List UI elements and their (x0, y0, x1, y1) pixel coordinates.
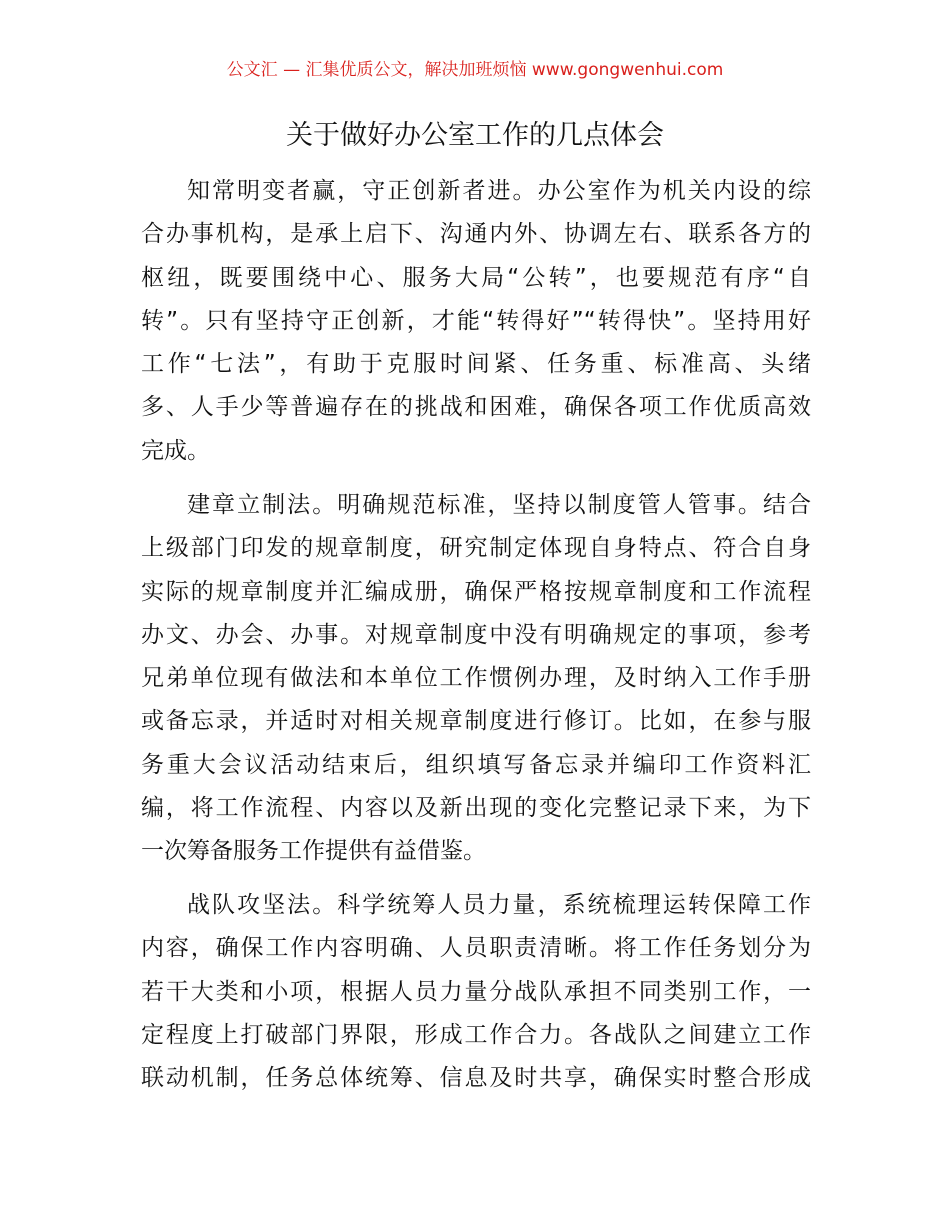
paragraph-line: 或备忘录，并适时对相关规章制度进行修订。比如，在参与服 (141, 708, 811, 735)
paragraph-line: 内容，确保工作内容明确、人员职责清晰。将工作任务划分为 (141, 935, 811, 962)
paragraph-line: 枢纽，既要围绕中心、服务大局“公转”，也要规范有序“自 (141, 264, 811, 291)
paragraph-2 (141, 484, 811, 874)
paragraph-line: 办文、办会、办事。对规章制度中没有明确规定的事项，参考 (141, 621, 811, 648)
paragraph-line: 实际的规章制度并汇编成册，确保严格按规章制度和工作流程 (141, 578, 811, 605)
document-title: 关于做好办公室工作的几点体会 (286, 120, 664, 151)
paragraph-line: 若干大类和小项，根据人员力量分战队承担不同类别工作，一 (141, 978, 811, 1005)
paragraph-line: 编，将工作流程、内容以及新出现的变化完整记录下来，为下 (141, 795, 811, 822)
site-header-banner: 公文汇 — 汇集优质公文，解决加班烦恼 www.gongwenhui.com (226, 60, 724, 80)
paragraph-1 (141, 170, 811, 473)
paragraph-line: 转”。只有坚持守正创新，才能“转得好”“转得快”。坚持用好 (141, 307, 811, 334)
paragraph-line: 一次筹备服务工作提供有益借鉴。 (141, 838, 486, 865)
paragraph-line: 定程度上打破部门界限，形成工作合力。各战队之间建立工作 (141, 1021, 811, 1048)
paragraph-line: 多、人手少等普遍存在的挑战和困难，确保各项工作优质高效 (141, 394, 811, 421)
paragraph-line: 务重大会议活动结束后，组织填写备忘录并编印工作资料汇 (141, 751, 811, 778)
paragraph-line: 建章立制法。明确规范标准，坚持以制度管人管事。结合 (187, 492, 811, 518)
paragraph-3 (141, 884, 811, 1100)
paragraph-line: 完成。 (141, 437, 210, 464)
paragraph-line: 联动机制，任务总体统筹、信息及时共享，确保实时整合形成 (141, 1065, 811, 1092)
paragraph-line: 上级部门印发的规章制度，研究制定体现自身特点、符合自身 (141, 535, 811, 562)
paragraph-line: 战队攻坚法。科学统筹人员力量，系统梳理运转保障工作 (187, 892, 811, 918)
paragraph-line: 合办事机构，是承上启下、沟通内外、协调左右、联系各方的 (141, 221, 811, 248)
paragraph-line: 兄弟单位现有做法和本单位工作惯例办理，及时纳入工作手册 (141, 665, 811, 692)
paragraph-line: 知常明变者赢，守正创新者进。办公室作为机关内设的综 (187, 178, 811, 204)
paragraph-line: 工作“七法”，有助于克服时间紧、任务重、标准高、头绪 (141, 351, 811, 378)
